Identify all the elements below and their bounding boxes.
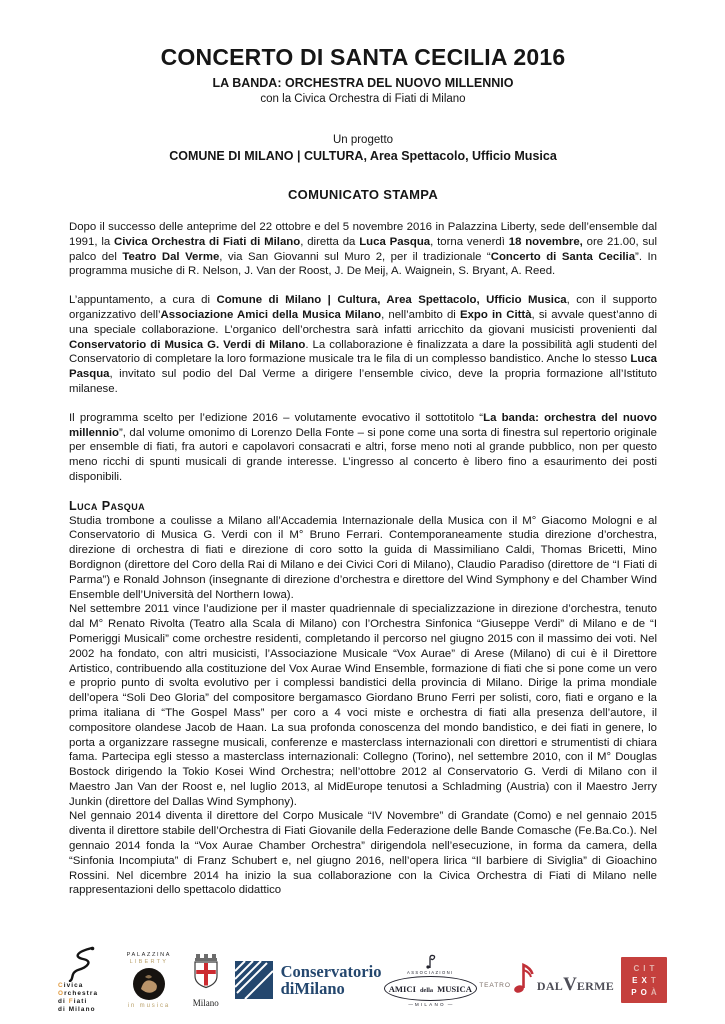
amici-logo-word-della: della <box>419 986 434 994</box>
conservatorio-logo-text <box>281 963 382 998</box>
conservatorio-logo-line1: Conservatorio <box>280 961 382 981</box>
document-body <box>69 220 657 898</box>
milano-logo-label: Milano <box>192 997 219 1008</box>
civica-logo-line: Orchestra <box>58 990 99 997</box>
section-heading-luca-pasqua: Luca Pasqua <box>69 498 145 513</box>
palazzina-logo-line1: PALAZZINA <box>126 951 172 958</box>
bio-paragraph-1: Studia trombone a coulisse a Milano all’Accademia Internazionale della Musica con il M° Giacomo Mologni e al Conservatorio di Musica G. Verdi con il M° Bruno Ferrari. Contemporaneamente studia direzione d’orchestra, direzione di orchestra di fiati e direzione di coro sotto la guida di Massimiliano Caldi, Thomas Bricetti, Mino Bordignon (direttore del Coro della Rai di Milano e dei Civici Cori di Milano), Claudio Paradiso (direttore de “I Fiati di Parma”) e Ronald Johnson (insegnante di direzione d’orchestra e direttore del Wind Symphony e del Chamber Wind Ensemble dell’Università del Northern Iowa). <box>69 514 657 601</box>
paragraph-intro: Dopo il successo delle anteprime del 22 ottobre e del 5 novembre 2016 in Palazzina Liberty, sede dell’ensemble dal 1991, la Civica Orchestra di Fiati di Milano, diretta da Luca Pasqua, torna venerdì 18 novembre, ore 21.00, sul palco del Teatro Dal Verme, via San Giovanni sul Muro 2, per il tradizionale “Concerto di Santa Cecilia”. In programma musiche di R. Nelson, J. Van der Roost, J. De Meij, A. Waignein, S. Bryant, A. Reed. <box>69 221 657 278</box>
project-label: Un progetto <box>332 134 394 146</box>
document-title: CONCERTO DI SANTA CECILIA 2016 <box>160 44 566 70</box>
dancers-icon <box>132 967 166 1001</box>
amici-logo-word-musica: MUSICA <box>437 983 472 994</box>
expo-logo-row: EXT <box>632 975 660 985</box>
document-type-heading: COMUNICATO STAMPA <box>287 187 439 202</box>
teatro-dal-verme-logo <box>479 960 614 1000</box>
document-subtitle: LA BANDA: ORCHESTRA DEL NUOVO MILLENNIO <box>212 76 514 90</box>
civica-logo-line: di Fiati <box>58 998 88 1005</box>
project-name: COMUNE DI MILANO | CULTURA, Area Spettacolo, Ufficio Musica <box>169 149 557 163</box>
document-subtitle-secondary: con la Civica Orchestra di Fiati di Milano <box>260 93 466 105</box>
milano-coat-of-arms <box>184 953 228 1008</box>
palazzina-logo-line2: LIBERTY <box>129 958 169 965</box>
civica-orchestra-logo <box>58 946 114 1014</box>
partner-logos-footer <box>58 942 667 1018</box>
expo-logo-row: POÀ <box>631 987 661 997</box>
conservatorio-milano-logo <box>235 961 382 999</box>
amici-logo-association-label: ASSOCIAZIONI <box>407 969 454 975</box>
paragraph-programma: Il programma scelto per l’edizione 2016 – volutamente evocativo il sottotitolo “La banda: orchestra del nuovo millennio”, dal volume omonimo di Lorenzo Della Fonte – si pone come una sorta di finestra sul repertorio originale per ensemble di fiati, fra autori e capolavori consacrati e altri, forse meno noti al grande pubblico, non per questo meno ricchi di spunti musicali di grande interesse. L’ingresso al concerto è libero fino a esaurimento dei posti disponibili. <box>69 411 658 483</box>
conservatorio-logo-line2: diMilano <box>280 979 345 998</box>
eighth-note-icon <box>513 960 537 994</box>
bio-paragraph-2: Nel settembre 2011 vince l’audizione per il master quadriennale di specializzazione in direzione d’orchestra, tenuto dal M° Renato Rivolta (Teatro alla Scala di Milano) con l’Orchestra Sinfonica “Giuseppe Verdi” di Milano e de “I Pomeriggi Musicali” come orchestre residenti, completando il percorso nel giugno 2015 con il massimo dei voti. Nel 2002 ha fondato, con altri musicisti, l’Associazione Musicale “Vox Aurae” di Arese (Milano) di cui è il Direttore Artistico, contribuendo alla costituzione del Vox Aurae Wind Ensemble, formazione di fiati che si pone come un vero e proprio punto di svolta evolutivo per i complessi bandistici della provincia di Milano. Dirige la prima mondiale dell’opera “Soli Deo Gloria” del compositore bergamasco Giordano Bruno Ferri per solisti, coro, fiati e organo e la prima italiana di “The Gospel Mass” per coro a 4 voci miste e orchestra di fiati alla presenza dell’autore, il compositore olandese Jacob de Haan. La sua profonda conoscenza del mondo bandistico, e dei fiati in genere, lo porta a organizzare rassegne musicali, conferenze e masterclass internazionali con direttori e strumentisti di chiara fama. Partecipa egli stesso a masterclass internazionali: Collegno (Torino), nel settembre 2010, con il M° Douglas Bostock dirigendo la Tokio Kosei Wind Orchestra; nell’ottobre 2012 al Conservatorio G. Verdi di Milano con il Maestro Jan Van der Roost e, nel luglio 2013, al MidEurope tenutosi a Schladming (Austria) con il Maestro Jerry Junkin (direttore del Dallas Wind Symphony). <box>69 603 657 808</box>
amici-logo-word-amici: AMICI <box>388 983 416 994</box>
civica-logo-line: di Milano <box>58 1006 96 1013</box>
paragraph-collaboration: L’appuntamento, a cura di Comune di Milano | Cultura, Area Spettacolo, Ufficio Musica, con il supporto organizzativo dell’Associazione Amici della Musica Milano, nell’ambito di Expo in Città, si avvale quest’anno di una speciale collaborazione. L’organico dell’orchestra sarà infatti arricchito da giovani musicisti provenienti dal Conservatorio di Musica G. Verdi di Milano. La collaborazione è finalizzata a dare la possibilità agli studenti del Conservatorio di completare la loro formazione musicale tra le fila di un complesso bandistico. Anche lo stesso Luca Pasqua, invitato sul podio del Dal Verme a dirigere l’ensemble civico, deve la propria formazione all’Istituto milanese. <box>69 294 657 395</box>
document-header <box>69 0 657 202</box>
dalverme-logo-name: DALVERME <box>536 974 615 995</box>
amici-logo-city-label: — MILANO — <box>406 1002 454 1007</box>
amici-logo-oval <box>384 976 477 1001</box>
violin-scroll-icon <box>424 954 436 969</box>
bio-paragraph-3: Nel gennaio 2014 diventa il direttore del Corpo Musicale “IV Novembre” di Grandate (Como) e nel gennaio 2015 diventa il direttore stabile dell’Orchestra di Fiati Giovanile della Federazione delle Bande Comasche (Fe.Ba.Co.). Nel gennaio 2014 fonda la “Vox Aurae Chamber Orchestra” dirigendola nell’esecuzione, in forma da camera, della “Sinfonia Incompiuta” di Franz Schubert e, nel giugno 2016, nell’opera lirica “Il barbiere di Siviglia” di Gioachino Rossini. Nel dicembre 2014 ha inizio la sua collaborazione con la Civica Orchestra di Fiati di Milano nelle rappresentazioni dello spettacolo didattico <box>69 810 657 897</box>
clef-flourish-icon <box>66 946 100 982</box>
hatched-square-icon <box>235 961 273 999</box>
palazzina-logo-line3: in musica <box>127 1002 171 1009</box>
amici-della-musica-logo <box>388 954 472 1007</box>
expo-in-citta-logo <box>621 957 667 1003</box>
dalverme-logo-teatro-label: TEATRO <box>479 982 511 989</box>
shield-cross-icon <box>191 953 221 997</box>
civica-logo-line: Civica <box>58 982 84 989</box>
expo-logo-row: CIT <box>633 963 659 973</box>
palazzina-liberty-logo <box>121 952 177 1009</box>
